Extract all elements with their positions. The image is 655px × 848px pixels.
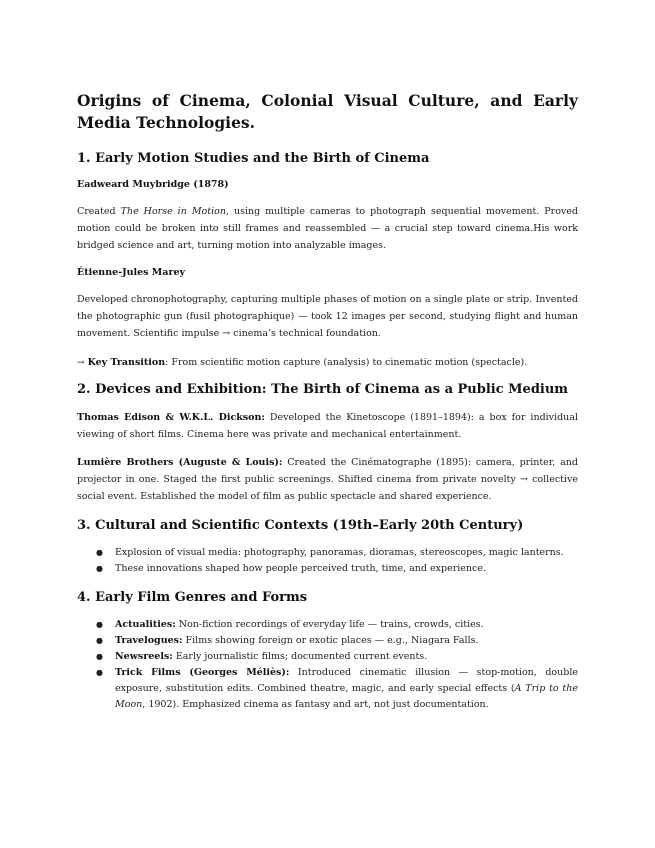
bullet-icon: ●: [96, 636, 103, 645]
lumiere-text: Created the Cinématographe (1895): camera, printer, and projector in one. Staged the first public screenings. Shifted cinema from private novelty → collective social event. Established the model of film as public spectacle and shared experience.: [77, 457, 578, 502]
muybridge-text-pre: Created: [77, 206, 121, 217]
document-title: Origins of Cinema, Colonial Visual Culture, and Early Media Technologies.: [77, 91, 578, 132]
list-item-text: These innovations shaped how people perceived truth, time, and experience.: [115, 563, 486, 574]
genre-text-pre: Introduced cinematic illusion — stop-motion, double exposure, substitution edits. Combined theatre, magic, and early special effects (: [115, 667, 578, 694]
genre-label: Travelogues:: [115, 635, 183, 646]
list-item: [96, 617, 578, 633]
section-1-heading: 1. Early Motion Studies and the Birth of Cinema: [77, 151, 430, 166]
genre-text: Early journalistic films; documented current events.: [172, 651, 428, 662]
genre-list: [77, 617, 578, 713]
list-item-text: Explosion of visual media: photography, panoramas, dioramas, stereoscopes, magic lanterns.: [115, 547, 564, 558]
genre-text: Films showing foreign or exotic places — e.g., Niagara Falls.: [182, 635, 479, 646]
arrow-right-icon: →: [77, 358, 85, 368]
list-item: [96, 561, 578, 577]
edison-paragraph: [77, 409, 578, 443]
key-transition-paragraph: [77, 354, 578, 372]
edison-label: Thomas Edison & W.K.L. Dickson:: [77, 412, 265, 423]
marey-heading: Étienne-Jules Marey: [77, 267, 186, 278]
bullet-icon: ●: [96, 620, 103, 629]
film-title: A Trip to the Moon: [115, 683, 578, 710]
section-2-heading: 2. Devices and Exhibition: The Birth of Cinema as a Public Medium: [77, 382, 569, 397]
muybridge-work-title: The Horse in Motion: [120, 206, 226, 217]
list-item: [96, 633, 578, 649]
bullet-icon: ●: [96, 564, 103, 573]
list-item: [96, 649, 578, 665]
edison-text: Developed the Kinetoscope (1891–1894): a box for individual viewing of short films. Cinema here was private and mechanical entertainment.: [77, 412, 578, 440]
lumiere-label: Lumière Brothers (Auguste & Louis):: [77, 457, 283, 468]
bullet-icon: ●: [96, 548, 103, 557]
key-transition-text: : From scientific motion capture (analysis) to cinematic motion (spectacle).: [165, 357, 528, 368]
genre-label: Newsreels:: [115, 651, 173, 662]
genre-label: Actualities:: [115, 619, 176, 630]
genre-text: Non-fiction recordings of everyday life — trains, crowds, cities.: [175, 619, 484, 630]
muybridge-heading: Eadweard Muybridge (1878): [77, 179, 229, 190]
context-list: [77, 545, 578, 577]
lumiere-paragraph: [77, 454, 578, 505]
marey-paragraph: Developed chronophotography, capturing multiple phases of motion on a single plate or strip. Invented the photographic gun (fusil photographique) — took 12 images per second, studying flight and human movement. Scientific impulse → cinema’s technical foundation.: [77, 294, 578, 339]
genre-label: Trick Films (Georges Méliès):: [115, 667, 290, 678]
muybridge-text-post: , using multiple cameras to photograph sequential movement. Proved motion could be broken into still frames and reassembled — a crucial step toward cinema.His work bridged science and art, turning motion into analyzable images.: [77, 206, 579, 251]
section-3-heading: 3. Cultural and Scientific Contexts (19th–Early 20th Century): [77, 518, 524, 533]
bullet-icon: ●: [96, 652, 103, 661]
section-4-heading: 4. Early Film Genres and Forms: [77, 590, 308, 605]
list-item: [96, 545, 578, 561]
list-item: [96, 665, 578, 713]
muybridge-paragraph: [77, 203, 578, 254]
bullet-icon: ●: [96, 668, 103, 677]
key-transition-label: Key Transition: [87, 357, 166, 368]
genre-text-post: , 1902). Emphasized cinema as fantasy and art, not just documentation.: [142, 699, 489, 710]
